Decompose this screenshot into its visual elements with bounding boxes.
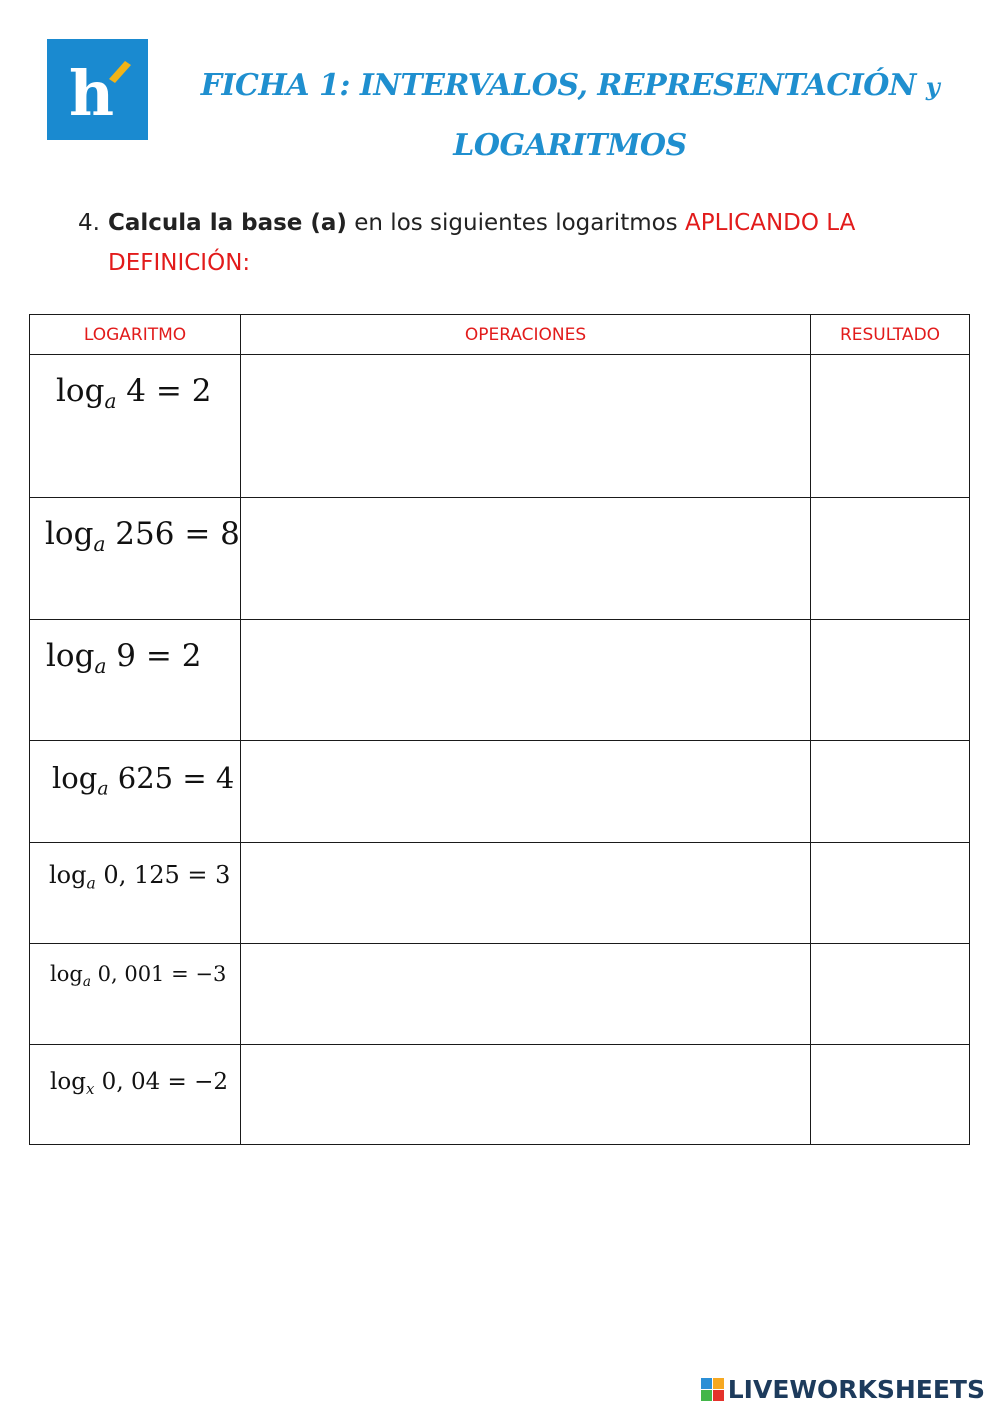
log-expression: $\log_a 0$, 125 = 3 — [49, 861, 231, 893]
table-row — [30, 1045, 970, 1145]
log-cell — [30, 355, 241, 498]
liveworksheets-footer — [701, 1374, 985, 1404]
operations-cell[interactable] — [241, 843, 811, 944]
liveworksheets-brand: LIVEWORKSHEETS — [727, 1374, 985, 1404]
log-cell — [30, 620, 241, 741]
operations-cell[interactable] — [241, 944, 811, 1045]
log-expression: $\log_a 4 = 2$ — [56, 373, 212, 414]
table-row — [30, 843, 970, 944]
header-logaritmo: LOGARITMO — [30, 315, 241, 355]
table-row — [30, 944, 970, 1045]
log-expression: $\log_a 0$, 001 = −3 — [50, 962, 227, 990]
table-row — [30, 355, 970, 498]
operations-cell[interactable] — [241, 741, 811, 843]
result-cell[interactable] — [811, 355, 970, 498]
table-row — [30, 741, 970, 843]
log-cell — [30, 1045, 241, 1145]
header-resultado: RESULTADO — [811, 315, 970, 355]
liveworksheets-icon — [701, 1378, 724, 1401]
school-logo — [47, 39, 148, 140]
svg-text:h: h — [69, 57, 115, 130]
table-header-row — [30, 315, 970, 355]
log-expression: $\log_a 625 = 4$ — [52, 761, 235, 800]
result-cell[interactable] — [811, 843, 970, 944]
log-expression: $\log_a 256 = 8$ — [45, 516, 240, 557]
result-cell[interactable] — [811, 741, 970, 843]
log-cell — [30, 843, 241, 944]
exercise-instruction — [78, 203, 948, 283]
operations-cell[interactable] — [241, 1045, 811, 1145]
log-expression: $\log_a 9 = 2$ — [46, 638, 202, 679]
operations-cell[interactable] — [241, 620, 811, 741]
result-cell[interactable] — [811, 1045, 970, 1145]
instruction-red-1: APLICANDO LA — [684, 210, 856, 236]
result-cell[interactable] — [811, 498, 970, 620]
log-expression: $\log_x 0$, 04 = −2 — [50, 1069, 229, 1099]
log-cell — [30, 741, 241, 843]
logarithm-table — [29, 314, 970, 1145]
table-row — [30, 620, 970, 741]
logo-h-icon — [47, 39, 148, 140]
log-cell — [30, 498, 241, 620]
page-title-line1: FICHA 1: INTERVALOS, REPRESENTACIÓN y — [200, 68, 940, 103]
page-title-line2: LOGARITMOS — [453, 128, 687, 163]
instruction-red-2: DEFINICIÓN: — [108, 250, 251, 276]
result-cell[interactable] — [811, 620, 970, 741]
result-cell[interactable] — [811, 944, 970, 1045]
operations-cell[interactable] — [241, 498, 811, 620]
exercise-number: 4. — [78, 210, 100, 236]
operations-cell[interactable] — [241, 355, 811, 498]
instruction-text: en los siguientes logaritmos — [346, 210, 685, 236]
header-operaciones: OPERACIONES — [241, 315, 811, 355]
table-row — [30, 498, 970, 620]
log-cell — [30, 944, 241, 1045]
instruction-bold: Calcula la base (a) — [108, 210, 347, 236]
